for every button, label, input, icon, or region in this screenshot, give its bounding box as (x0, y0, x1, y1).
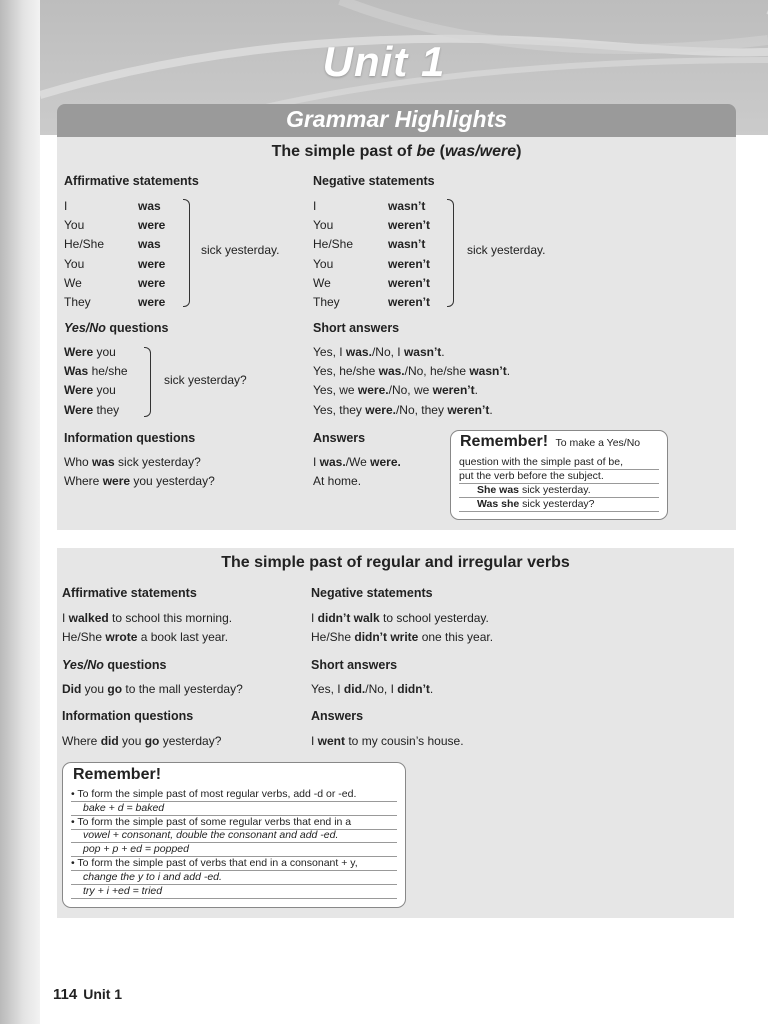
footer-unit-label: Unit 1 (83, 986, 123, 1002)
text-segment: . (441, 345, 445, 359)
text-segment: I (62, 611, 69, 625)
text-segment: /No, we (388, 383, 433, 398)
text-segment: go (144, 734, 160, 748)
text-segment: Was (64, 364, 89, 379)
text-segment: . (489, 402, 493, 417)
remember-rule-line: vowel + consonant, double the consonant and add -ed. (71, 828, 397, 843)
negative-row-subject: I (313, 199, 317, 213)
text-segment: Were (64, 402, 94, 417)
affirmative-row-subject: You (64, 256, 85, 271)
negative-row-subject: We (313, 275, 331, 290)
text-segment: wasn’t (469, 364, 507, 379)
text-segment: a book last year. (137, 630, 229, 644)
negative-heading: Negative statements (313, 174, 435, 188)
answer-line (313, 474, 361, 488)
yesno-questions-heading: Yes/No questions (64, 321, 169, 335)
yesno-question (64, 383, 116, 397)
negative-row-subject: They (313, 295, 340, 309)
remember-example-line (459, 483, 659, 498)
yesno-question (64, 403, 119, 417)
section-title: The simple past of regular and irregular verbs (221, 554, 570, 571)
simple-past-verbs-panel (57, 548, 734, 918)
negative-completion: sick yesterday. (467, 243, 546, 257)
remember-rule-line: bake + d = baked (71, 801, 397, 816)
text-segment: Were (64, 345, 94, 359)
text-segment: Was she (477, 498, 520, 510)
unit-title: Unit 1 (322, 38, 446, 85)
negative-row-subject: You (313, 218, 334, 233)
text-segment: didn’t (397, 682, 430, 696)
text-segment: Yes, he/she (313, 364, 379, 379)
affirmative-completion: sick yesterday. (201, 243, 280, 257)
yesno-completion: sick yesterday? (164, 373, 247, 387)
information-questions-heading: Information questions (62, 709, 194, 723)
grammar-highlights-banner (57, 104, 736, 137)
affirmative-row-subject: We (64, 275, 82, 290)
text-segment: to the mall yesterday? (122, 682, 243, 696)
remember-rule-line: • To form the simple past of most regular verbs, add -d or -ed. (71, 787, 397, 802)
affirmative-row-verb: was (138, 237, 161, 252)
text-segment: weren’t (447, 402, 490, 417)
remember-intro: To make a Yes/No (555, 437, 641, 449)
text-segment: sick yesterday? (519, 498, 595, 510)
affirmative-example (62, 630, 228, 644)
affirmative-row-subject: He/She (64, 237, 105, 252)
affirmative-row-verb: was (138, 199, 161, 213)
remember-rule-line: change the y to i and add -ed. (71, 870, 397, 885)
text-segment: Were (64, 383, 94, 398)
page-footer (53, 986, 122, 1003)
text-segment: did. (343, 682, 366, 696)
text-segment: was. (378, 364, 405, 379)
remember-rule-line: pop + p + ed = popped (71, 842, 397, 857)
short-answer-example (311, 682, 433, 696)
affirmative-row-verb: were (138, 256, 166, 271)
text-segment: he/she (88, 364, 128, 379)
short-answers-heading: Short answers (313, 321, 400, 335)
text-segment: you yesterday? (130, 474, 215, 488)
negative-heading: Negative statements (311, 586, 433, 600)
text-segment: sick yesterday? (114, 455, 201, 469)
text-segment: . (506, 364, 511, 379)
short-answer-line (313, 364, 510, 378)
answers-heading: Answers (313, 431, 366, 445)
text-segment: He/She (311, 630, 355, 644)
text-segment: Who (64, 455, 93, 469)
affirmative-row-verb: were (138, 295, 166, 309)
affirmative-heading: Affirmative statements (64, 174, 199, 188)
yesno-question (64, 345, 116, 359)
affirmative-row-verb: were (138, 275, 166, 290)
text-segment: She was (477, 484, 520, 496)
affirmative-row-subject: You (64, 218, 85, 233)
text-segment: Yes, I (311, 682, 344, 696)
text-segment: At home. (313, 474, 362, 488)
negative-row-verb: weren’t (388, 275, 431, 290)
simple-past-be-panel (57, 137, 736, 530)
text-segment: wasn’t (403, 345, 442, 359)
negative-example (311, 611, 489, 625)
remember-rule-line: • To form the simple past of verbs that end in a consonant + y, (71, 856, 397, 871)
text-segment: I (311, 611, 318, 625)
information-questions-heading: Information questions (64, 431, 196, 445)
text-segment: you (118, 734, 145, 748)
text-segment: Yes, we (313, 383, 358, 398)
text-segment: did (100, 734, 119, 748)
text-segment: yesterday? (159, 734, 222, 748)
text-segment: to school this morning. (108, 611, 233, 625)
text-segment: /No, they (395, 402, 448, 417)
negative-row-verb: weren’t (388, 295, 431, 309)
text-segment: Yes, they (313, 402, 366, 417)
remember-rule-line: question with the simple past of be, (459, 455, 659, 470)
text-segment: you (81, 682, 108, 696)
page-number: 114 (53, 986, 78, 1003)
text-segment: Yes, I (313, 345, 346, 359)
text-segment: . (429, 682, 434, 696)
affirmative-brace (183, 199, 190, 307)
short-answer-line (313, 403, 493, 417)
short-answers-heading: Short answers (311, 658, 398, 672)
remember-example-line (459, 497, 659, 512)
short-answer-line (313, 345, 445, 359)
text-segment: was. (319, 455, 346, 469)
information-question-line (64, 455, 201, 469)
answer-line (313, 455, 401, 469)
text-segment: you (93, 345, 116, 359)
text-segment: was (92, 455, 115, 469)
yesno-brace (144, 347, 151, 417)
remember-title: Remember! (73, 766, 162, 783)
yesno-example (62, 682, 243, 696)
text-segment: to school yesterday. (379, 611, 489, 625)
negative-row-subject: He/She (313, 237, 354, 252)
remember-rule-line: • To form the simple past of some regular verbs that end in a (71, 815, 397, 830)
text-segment: /We (345, 455, 371, 469)
negative-row-verb: wasn’t (388, 199, 426, 213)
affirmative-example (62, 611, 232, 625)
negative-example (311, 630, 493, 644)
answers-heading: Answers (311, 709, 364, 723)
text-segment: I (313, 455, 320, 469)
text-segment: was. (345, 345, 372, 359)
remember-rule-line: put the verb before the subject. (459, 469, 659, 484)
text-segment: they (93, 402, 120, 417)
text-segment: Where (62, 734, 101, 748)
affirmative-row-subject: I (64, 199, 68, 213)
text-segment: walked (68, 611, 109, 625)
yesno-question (64, 364, 128, 378)
text-segment: . (474, 383, 478, 398)
short-answer-line (313, 383, 478, 397)
negative-row-subject: You (313, 256, 334, 271)
text-segment: /No, he/she (404, 364, 470, 379)
text-segment: He/She (62, 630, 106, 644)
page-binding-shadow (0, 0, 40, 1024)
remember-rule-line: try + i +ed = tried (71, 884, 397, 899)
negative-row-verb: wasn’t (388, 237, 426, 252)
negative-brace (447, 199, 454, 307)
section-title: The simple past of be (was/were) (271, 143, 522, 160)
affirmative-row-subject: They (64, 295, 91, 309)
text-segment: to my cousin’s house. (345, 734, 464, 748)
remember-note-verbs (62, 762, 406, 908)
negative-row-verb: weren’t (388, 218, 431, 233)
grammar-highlights-title: Grammar Highlights (285, 106, 508, 132)
yesno-questions-heading: Yes/No questions (62, 658, 167, 672)
text-segment: didn’t walk (317, 611, 380, 625)
text-segment: sick yesterday. (519, 484, 591, 496)
text-segment: weren’t (432, 383, 475, 398)
information-question-line (64, 474, 215, 488)
text-segment: didn’t write (354, 630, 419, 644)
text-segment: were. (370, 455, 401, 469)
affirmative-heading: Affirmative statements (62, 586, 197, 600)
remember-note-be (450, 430, 668, 520)
remember-title: Remember! (460, 433, 549, 450)
text-segment: were. (357, 383, 389, 398)
text-segment: you (93, 383, 116, 398)
text-segment: were (102, 474, 131, 488)
text-segment: wrote (105, 630, 138, 644)
answer-example (311, 734, 464, 748)
text-segment: Did (62, 682, 82, 696)
negative-row-verb: weren’t (388, 256, 431, 271)
text-segment: one this year. (418, 630, 494, 644)
text-segment: Where (64, 474, 103, 488)
text-segment: I (311, 734, 318, 748)
text-segment: went (317, 734, 346, 748)
affirmative-row-verb: were (138, 218, 166, 233)
text-segment: /No, I (365, 682, 398, 696)
text-segment: were. (365, 402, 396, 417)
information-question-example (62, 734, 221, 748)
text-segment: /No, I (371, 345, 404, 359)
text-segment: go (107, 682, 123, 696)
